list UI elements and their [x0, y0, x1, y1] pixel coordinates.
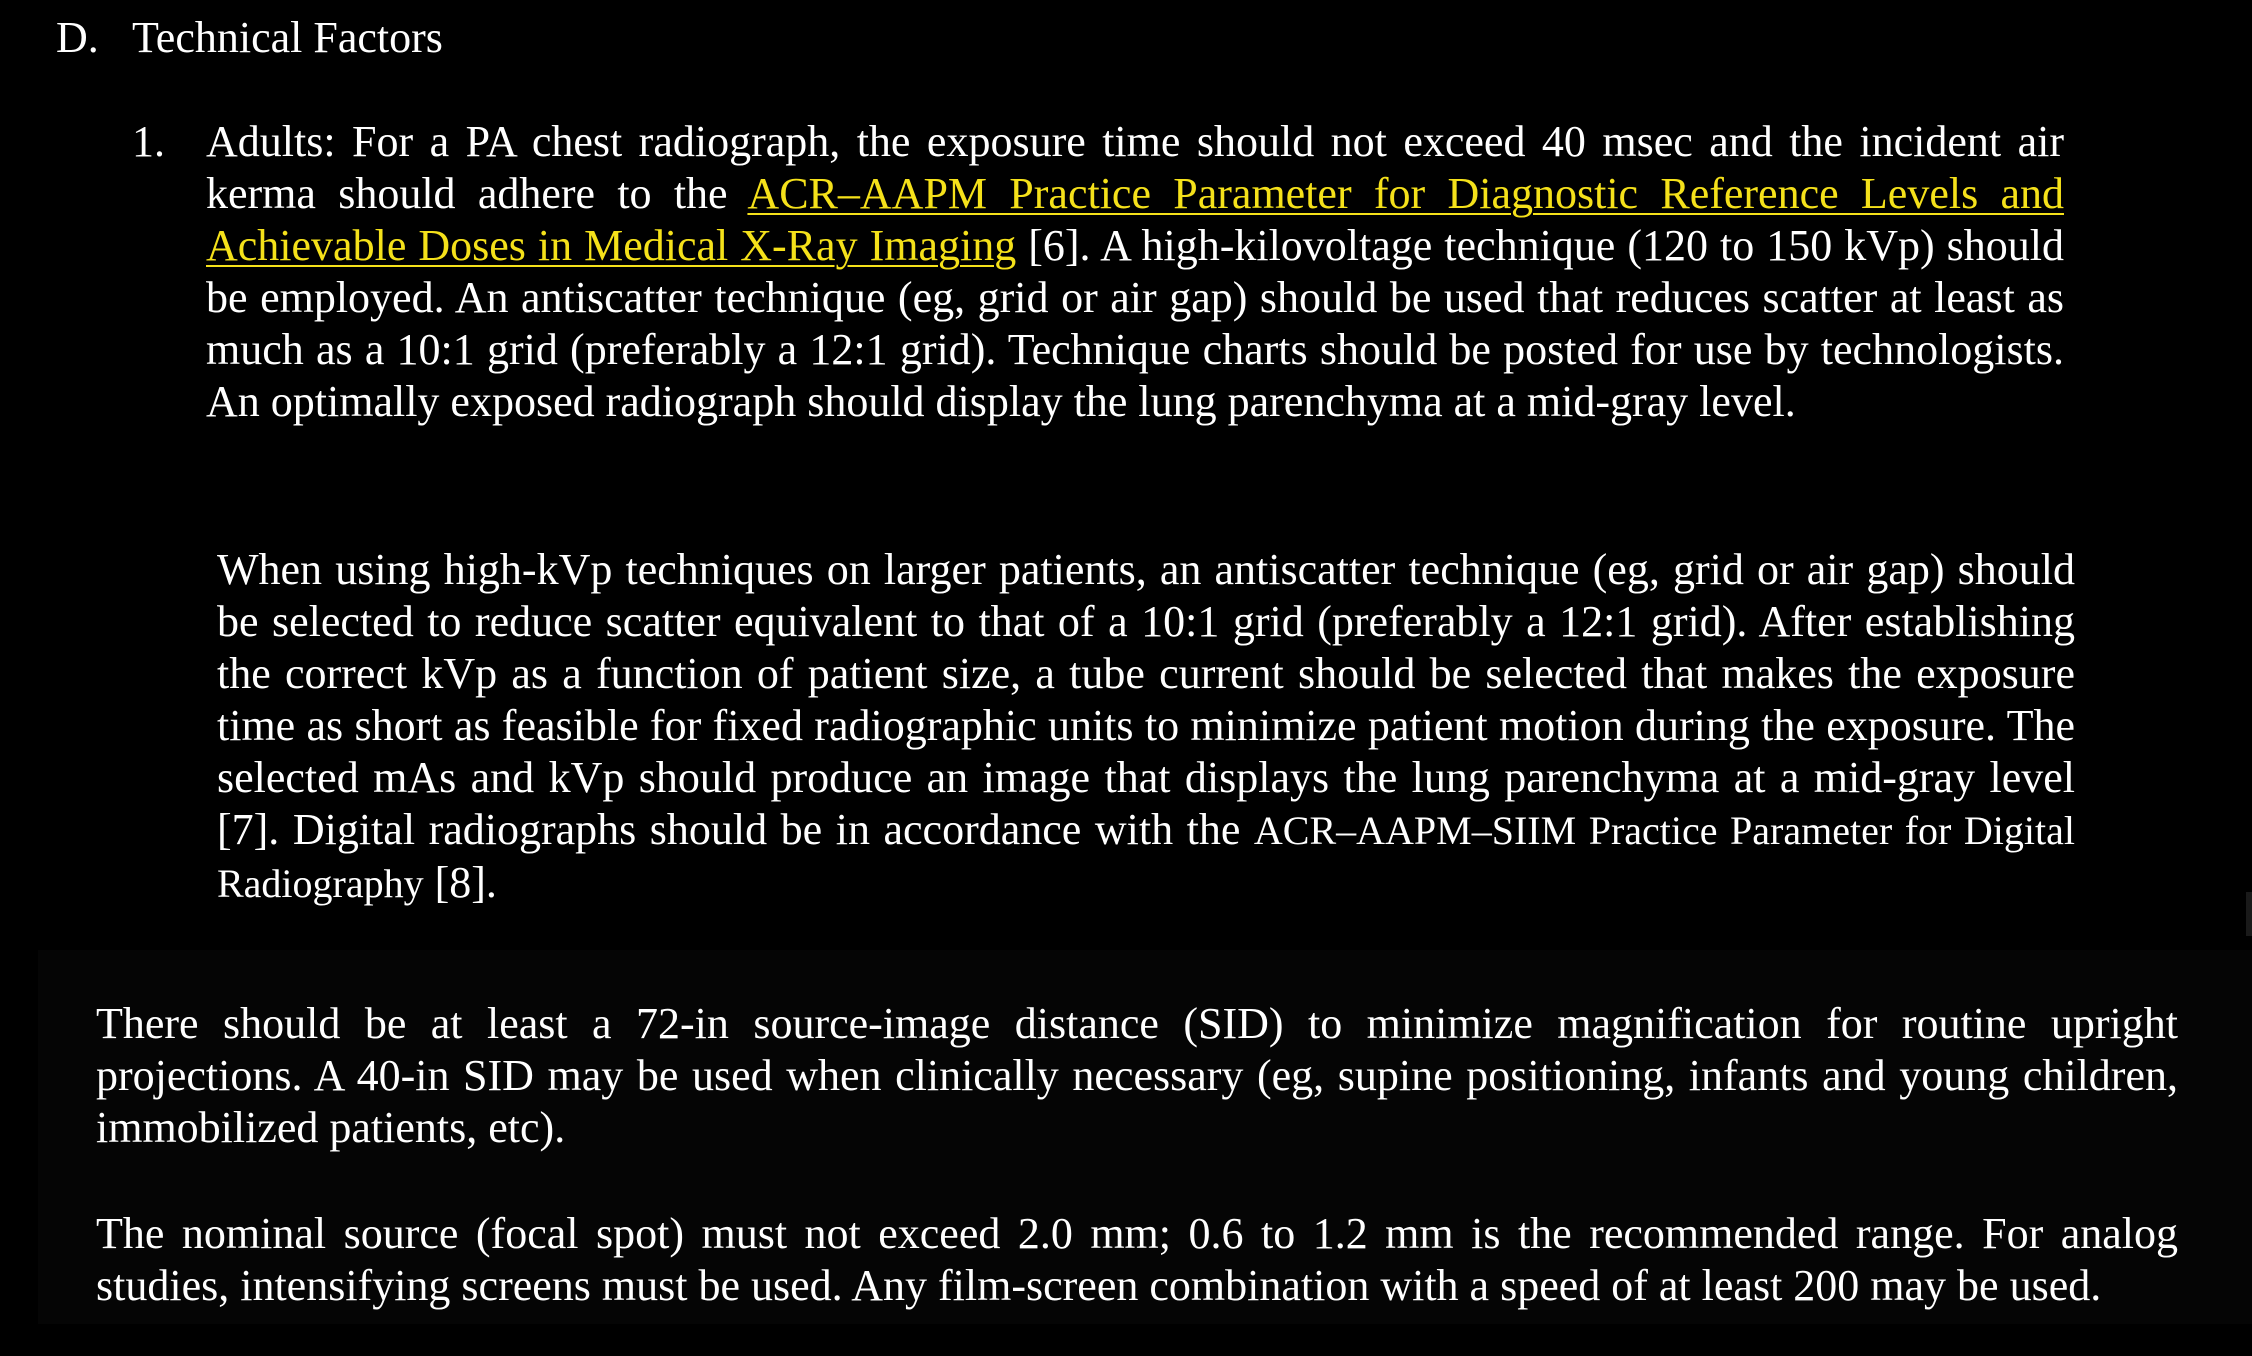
adults-text-after-link: [6]. A high-kilovoltage technique (120 to 150 kVp) should be employed. An antiscatter technique (eg, grid or air gap) should be used that reduces scatter at least as much as a 10:1 grid (preferably a 12:1 grid). Technique charts should be posted for use by technologists. An optimally exposed radiograph should display the lung parenchyma at a mid-gray level.: [206, 221, 2065, 426]
section-title: Technical Factors: [132, 13, 443, 62]
adults-text-before-link: Adults: For a PA chest radiograph, the exposure time should not exceed 40 msec and the incident air kerma should adhere to the: [206, 117, 2064, 218]
scroll-edge-marker: [2246, 892, 2252, 936]
list-item-number: 1.: [132, 117, 165, 166]
practice-parameter-link[interactable]: ACR–AAPM Practice Parameter for Diagnostic Reference Levels and Achievable Doses in Medical X-Ray Imaging: [206, 169, 2064, 270]
section-letter: D.: [56, 13, 99, 62]
section-heading: [56, 8, 443, 68]
digital-radiography-reference: ACR–AAPM–SIIM Practice Parameter for Digital Radiography: [217, 808, 2075, 906]
high-kvp-citation: [8].: [423, 858, 497, 907]
focal-spot-paragraph: The nominal source (focal spot) must not exceed 2.0 mm; 0.6 to 1.2 mm is the recommended range. For analog studies, intensifying screens must be used. Any film-screen combination with a speed of at least 200 may be used.: [96, 1209, 2178, 1310]
high-kvp-paragraph: [217, 544, 2075, 910]
adults-paragraph: [206, 116, 2064, 428]
sid-paragraph: There should be at least a 72-in source-image distance (SID) to minimize magnification for routine upright projections. A 40-in SID may be used when clinically necessary (eg, supine positioning, infants and young children, immobilized patients, etc).: [96, 999, 2178, 1152]
high-kvp-text: When using high-kVp techniques on larger patients, an antiscatter technique (eg, grid or air gap) should be selected to reduce scatter equivalent to that of a 10:1 grid (preferably a 12:1 grid). After establishing the correct kVp as a function of patient size, a tube current should be selected that makes the exposure time as short as feasible for fixed radiographic units to minimize patient motion during the exposure. The selected mAs and kVp should produce an image that displays the lung parenchyma at a mid-gray level [7]. Digital radiographs should be in accordance with the: [217, 545, 2075, 854]
